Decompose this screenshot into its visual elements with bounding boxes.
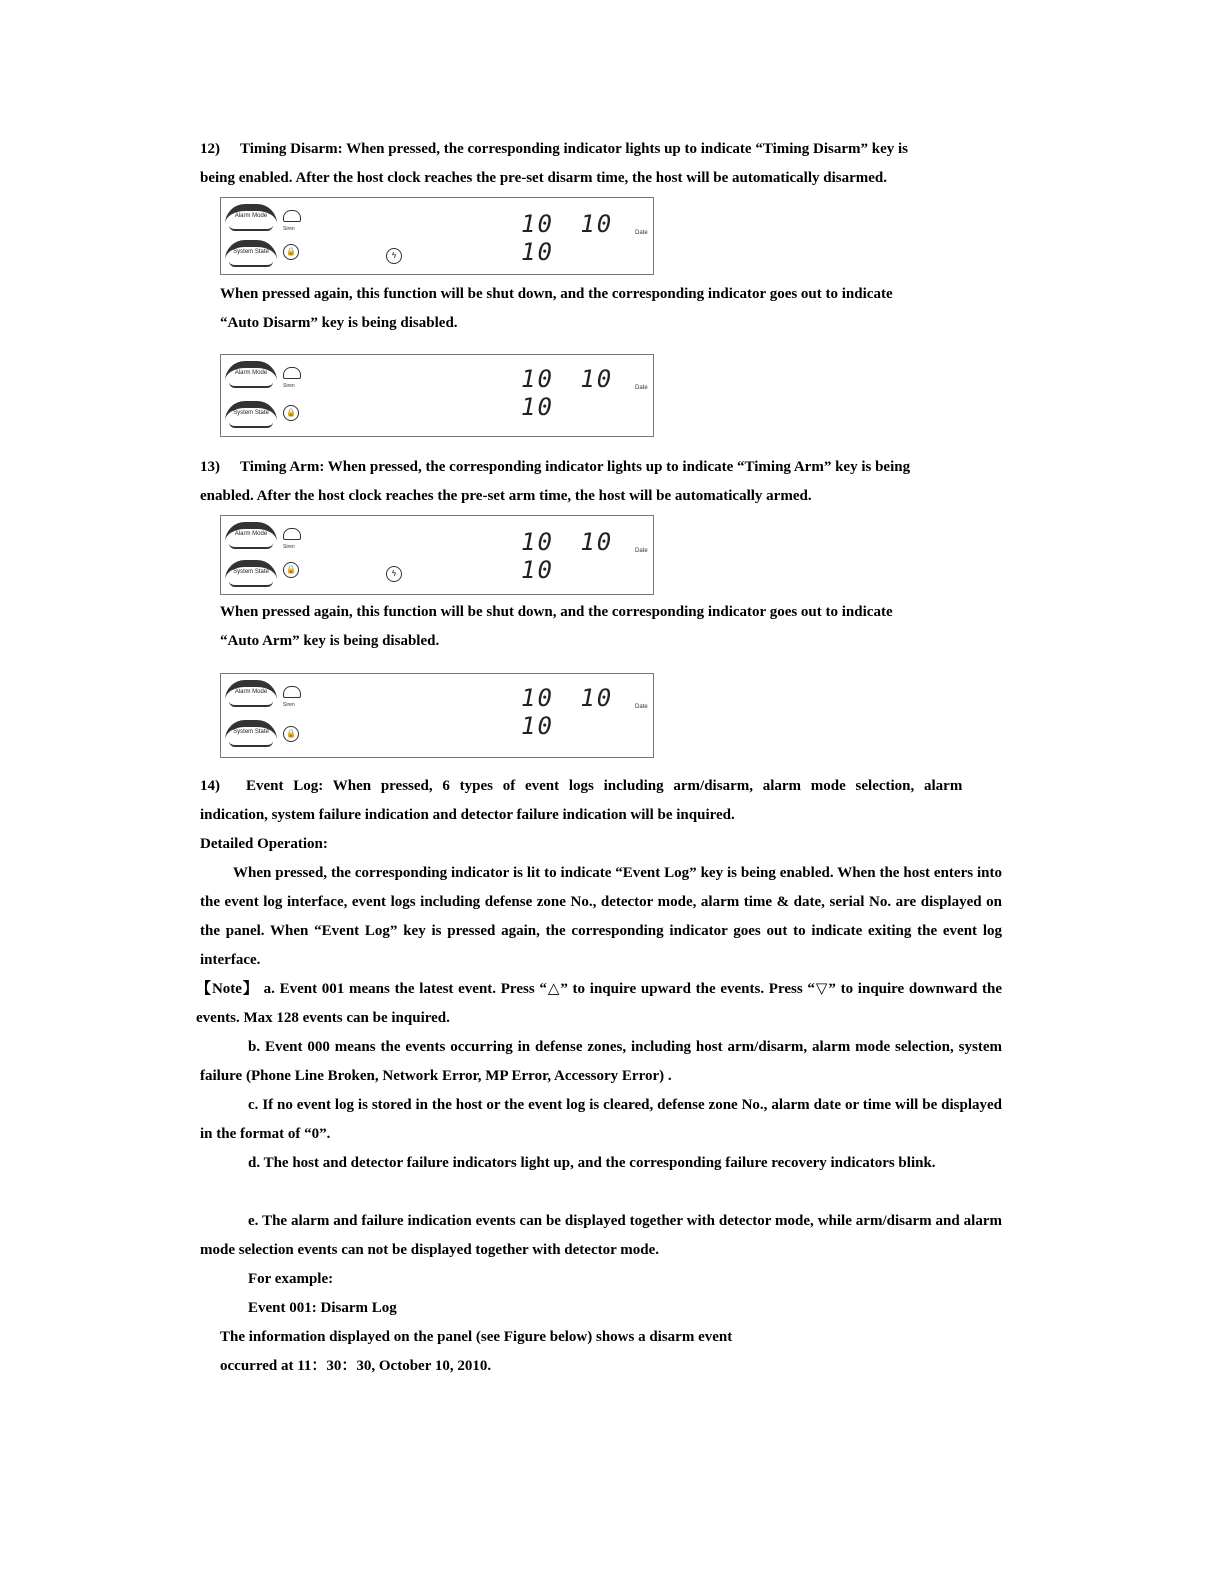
lcd-digits: 10 10 10 [521, 684, 614, 740]
date-caption: Date [635, 230, 648, 236]
siren-caption: Siren [283, 383, 295, 389]
item14-number: 14) [200, 778, 220, 794]
item12-heading: 12) Timing Disarm: When pressed, the corresponding indicator lights up to indicate “Timing Disarm” key is [200, 135, 1002, 164]
note-b: b. Event 000 means the events occurring in defense zones, including host arm/disarm, alarm mode selection, system failure (Phone Line Broken, Network Error, MP Error, Accessory Error) . [200, 1039, 1002, 1084]
siren-caption: Siren [283, 702, 295, 708]
alarm-mode-label: Alarm Mode [225, 204, 277, 227]
lcd-figure-timing-arm-off [220, 673, 654, 758]
lcd-figure-timing-disarm-on [220, 197, 654, 275]
note-e: e. The alarm and failure indication events can be displayed together with detector mode, while arm/disarm and alarm mode selection events can not be displayed together with detector mode. [200, 1213, 1002, 1258]
detailed-operation-heading: Detailed Operation: [200, 836, 328, 852]
item12-number: 12) [200, 141, 220, 157]
example-heading: For example: [248, 1271, 334, 1287]
item13-line2: enabled. After the host clock reaches the pre-set arm time, the host will be automatically armed. [200, 488, 812, 504]
item12-again-line1: When pressed again, this function will be shut down, and the corresponding indicator goes out to indicate [220, 286, 893, 302]
siren-caption: Siren [283, 544, 295, 550]
lcd-figure-timing-arm-on [220, 515, 654, 595]
item12-again-line2: “Auto Disarm” key is being disabled. [220, 315, 458, 331]
system-state-label: System State [225, 240, 277, 263]
siren-icon [283, 686, 301, 698]
timing-indicator-icon: ϟ [386, 248, 402, 264]
event-001-heading: Event 001: Disarm Log [248, 1300, 397, 1316]
info-line2: occurred at 11：30：30, October 10, 2010. [220, 1358, 492, 1374]
system-state-label: System State [225, 720, 277, 743]
siren-icon [283, 210, 301, 222]
system-state-label: System State [225, 560, 277, 583]
lcd-digits: 10 10 10 [521, 210, 614, 266]
item12-line2: being enabled. After the host clock reaches the pre-set disarm time, the host will be automatically disarmed. [200, 170, 888, 186]
alarm-mode-label: Alarm Mode [225, 522, 277, 545]
info-line1: The information displayed on the panel (see Figure below) shows a disarm event [220, 1329, 733, 1345]
lock-icon: 🔒 [283, 405, 299, 421]
item13-again-line1: When pressed again, this function will be shut down, and the corresponding indicator goes out to indicate [220, 604, 893, 620]
siren-caption: Siren [283, 226, 295, 232]
item13-heading: 13) Timing Arm: When pressed, the corresponding indicator lights up to indicate “Timing Arm” key is being [200, 453, 1002, 482]
siren-icon [283, 367, 301, 379]
lcd-digits: 10 10 10 [521, 365, 614, 421]
lcd-digits: 10 10 10 [521, 528, 614, 584]
alarm-mode-label: Alarm Mode [225, 680, 277, 703]
lock-icon: 🔒 [283, 244, 299, 260]
item14-heading: 14) Event Log: When pressed, 6 types of event logs including arm/disarm, alarm mode selection, alarm [200, 772, 1002, 801]
event-log-paragraph: When pressed, the corresponding indicator is lit to indicate “Event Log” key is being enabled. When the host enters into the event log interface, event logs including defense zone No., detector mode, alarm time & date, serial No. are displayed on the panel. When “Event Log” key is pressed again, the corresponding indicator goes out to indicate exiting the event log interface. [200, 865, 1002, 968]
item13-number: 13) [200, 459, 220, 475]
date-caption: Date [635, 385, 648, 391]
date-caption: Date [635, 704, 648, 710]
timing-indicator-icon: ϟ [386, 566, 402, 582]
note-d: d. The host and detector failure indicators light up, and the corresponding failure recovery indicators blink. [248, 1155, 936, 1171]
date-caption: Date [635, 548, 648, 554]
lcd-figure-timing-disarm-off [220, 354, 654, 437]
item14-line2: indication, system failure indication and detector failure indication will be inquired. [200, 807, 735, 823]
lock-icon: 🔒 [283, 726, 299, 742]
note-a: 【Note】 a. Event 001 means the latest event. Press “△” to inquire upward the events. Press “▽” to inquire downward the events. Max 128 events can be inquired. [196, 981, 1002, 1026]
lock-icon: 🔒 [283, 562, 299, 578]
alarm-mode-label: Alarm Mode [225, 361, 277, 384]
item13-again-line2: “Auto Arm” key is being disabled. [220, 633, 440, 649]
siren-icon [283, 528, 301, 540]
note-c: c. If no event log is stored in the host or the event log is cleared, defense zone No., alarm date or time will be displayed in the format of “0”. [200, 1097, 1002, 1142]
system-state-label: System State [225, 401, 277, 424]
